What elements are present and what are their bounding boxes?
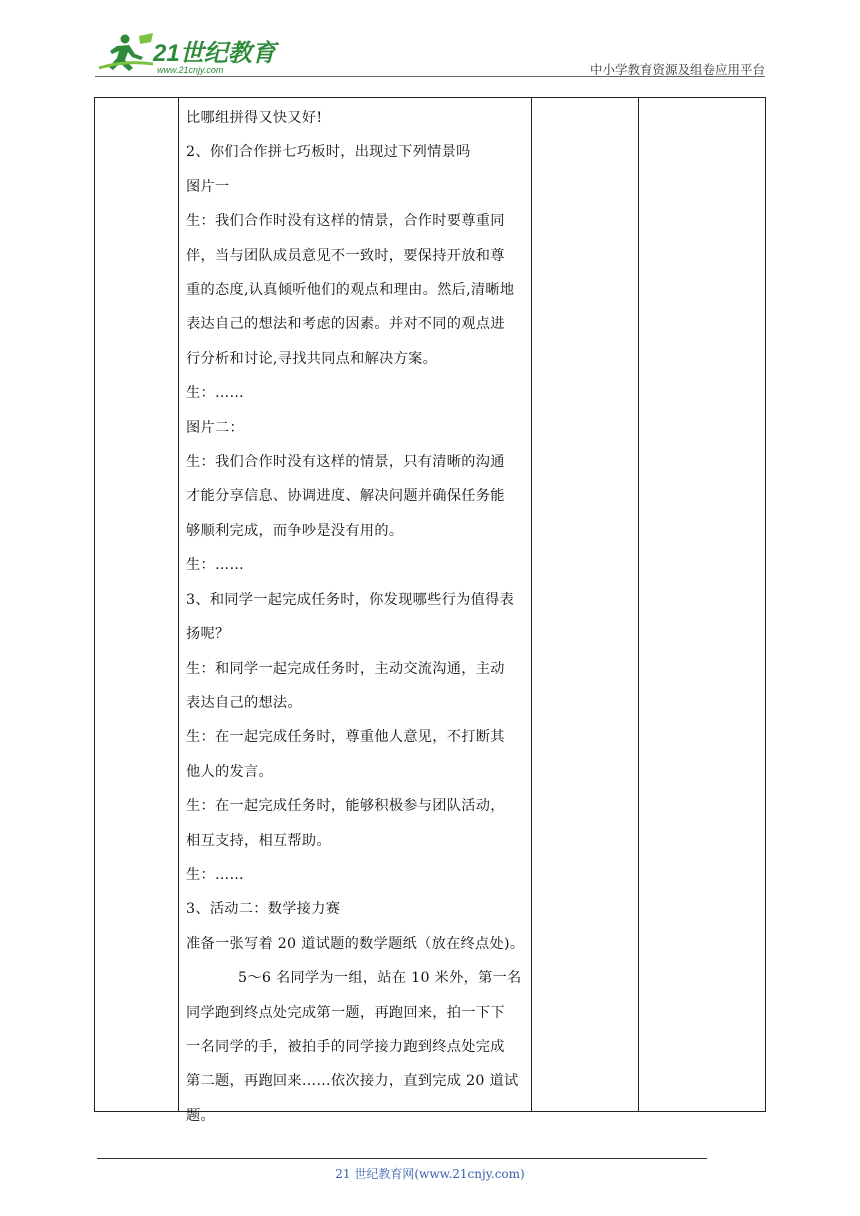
content-line: 够顺利完成，而争吵是没有用的。 xyxy=(186,522,404,539)
content-line: 准备一张写着 20 道试题的数学题纸（放在终点处)。 xyxy=(186,935,525,952)
content-line: 一名同学的手，被拍手的同学接力跑到终点处完成 xyxy=(186,1038,505,1055)
content-line: 2、你们合作拼七巧板时，出现过下列情景吗 xyxy=(186,144,471,161)
content-line: 3、活动二：数学接力赛 xyxy=(186,901,341,918)
content-line: 生：…… xyxy=(186,557,244,574)
table-column-divider xyxy=(531,98,532,1111)
content-line: 图片二： xyxy=(186,419,244,436)
content-line: 同学跑到终点处完成第一题，再跑回来，拍一下下 xyxy=(186,1004,505,1021)
content-line: 扬呢？ xyxy=(186,626,230,643)
content-line: 生：…… xyxy=(186,385,244,402)
runner-logo-icon xyxy=(95,30,276,76)
svg-text:www.21cnjy.com: www.21cnjy.com xyxy=(157,65,224,75)
content-line: 题。 xyxy=(186,1107,215,1124)
table-column-divider xyxy=(178,98,179,1111)
content-line: 行分析和讨论,寻找共同点和解决方案。 xyxy=(186,350,438,367)
content-line: 生：我们合作时没有这样的情景，合作时要尊重同 xyxy=(186,213,505,230)
content-line: 比哪组拼得又快又好! xyxy=(186,110,323,126)
header-divider xyxy=(95,76,765,77)
platform-name: 中小学教育资源及组卷应用平台 xyxy=(589,62,765,77)
content-line: 表达自己的想法和考虑的因素。并对不同的观点进 xyxy=(186,316,505,333)
content-line: 生：在一起完成任务时，尊重他人意见，不打断其 xyxy=(186,729,505,746)
lesson-content xyxy=(186,101,528,1133)
footer-link[interactable]: 21 世纪教育网(www.21cnjy.com) xyxy=(335,1167,525,1181)
footer-divider xyxy=(97,1158,707,1159)
content-line: 伴，当与团队成员意见不一致时，要保持开放和尊 xyxy=(186,247,505,264)
site-logo xyxy=(95,30,276,76)
content-line: 第二题，再跑回来……依次接力，直到完成 20 道试 xyxy=(186,1073,519,1090)
content-line: 3、和同学一起完成任务时，你发现哪些行为值得表 xyxy=(186,591,515,608)
content-line: 生：和同学一起完成任务时，主动交流沟通，主动 xyxy=(186,660,505,677)
content-line: 生：…… xyxy=(186,866,244,883)
table-column-divider xyxy=(638,98,639,1111)
content-line: 生：在一起完成任务时，能够积极参与团队活动， xyxy=(186,798,505,815)
svg-text:21世纪教育: 21世纪教育 xyxy=(153,40,276,67)
content-line: 相互支持，相互帮助。 xyxy=(186,832,331,849)
content-line: 图片一 xyxy=(186,178,230,195)
content-line: 5～6 名同学为一组，站在 10 米外，第一名 xyxy=(238,970,522,987)
content-line: 重的态度,认真倾听他们的观点和理由。然后,清晰地 xyxy=(186,282,515,299)
content-line: 他人的发言。 xyxy=(186,763,273,780)
content-line: 生：我们合作时没有这样的情景，只有清晰的沟通 xyxy=(186,454,505,471)
content-line: 表达自己的想法。 xyxy=(186,694,302,711)
content-line: 才能分享信息、协调进度、解决问题并确保任务能 xyxy=(186,488,505,505)
